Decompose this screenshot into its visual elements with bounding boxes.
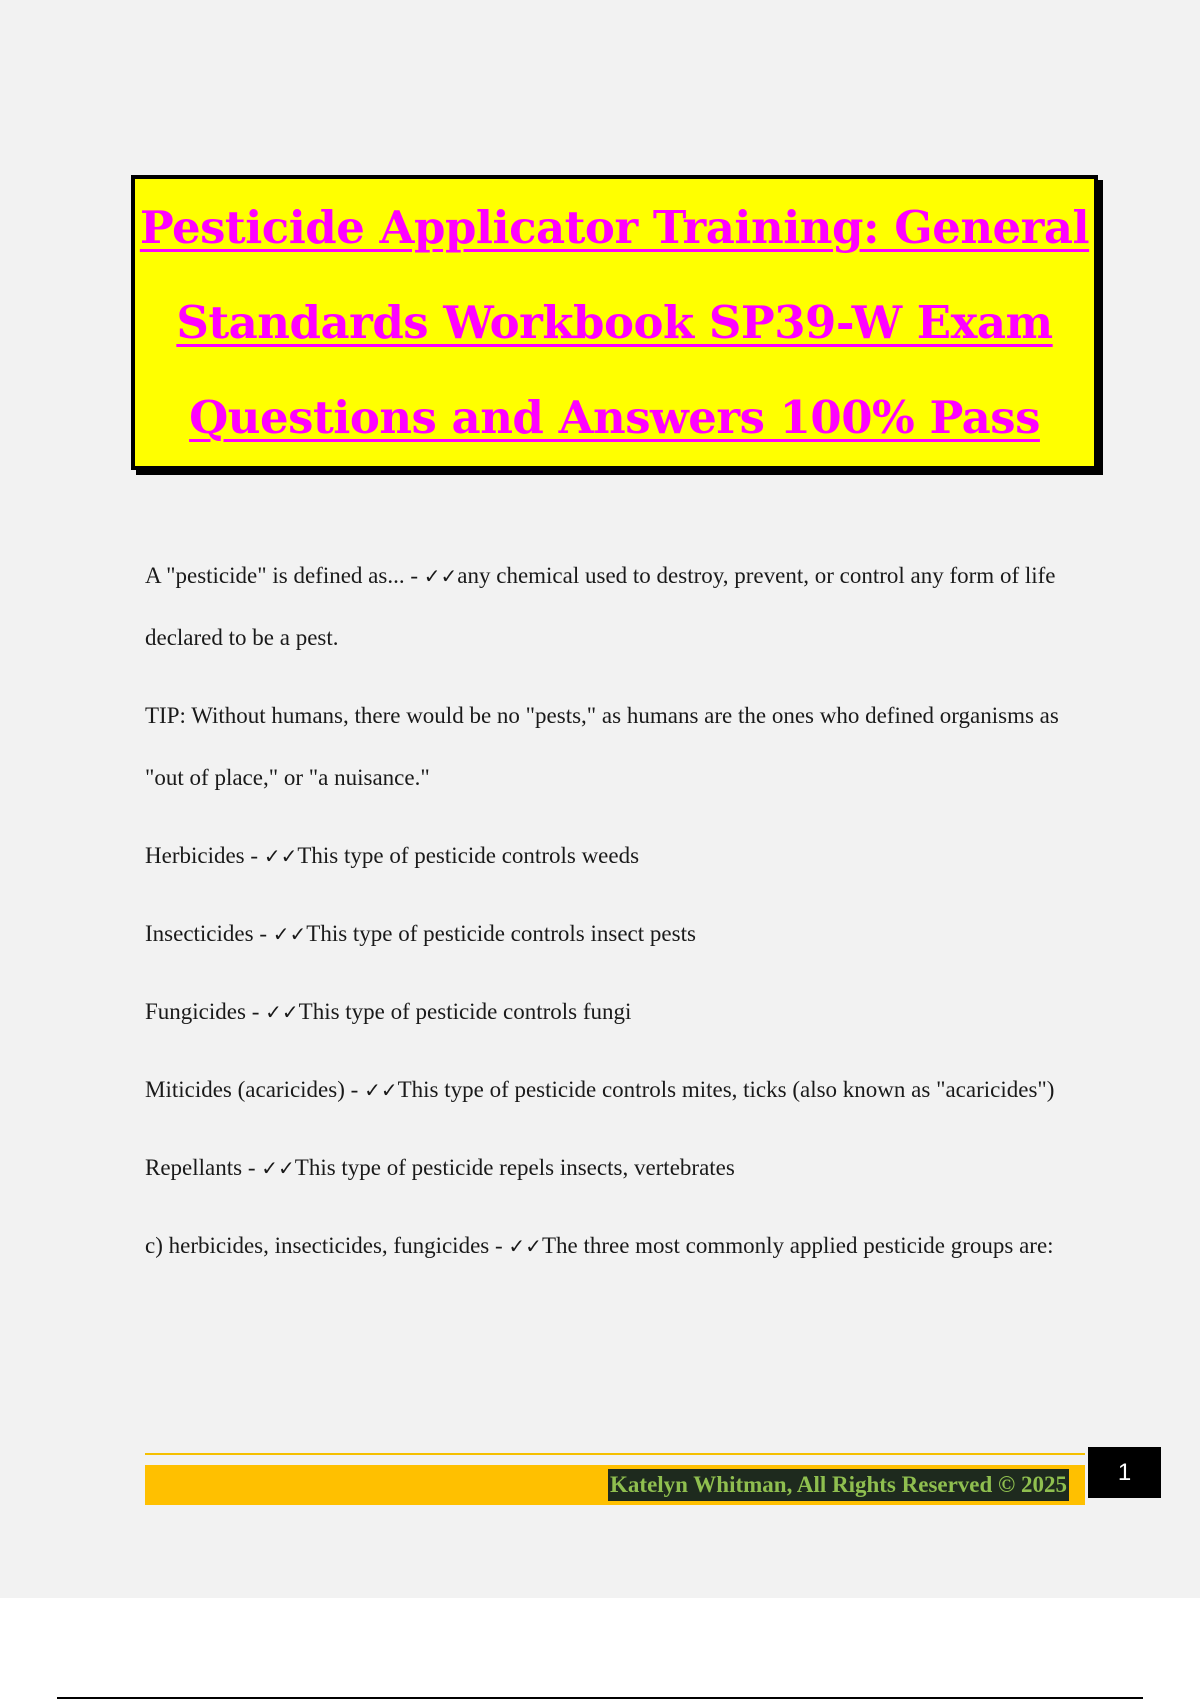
tip-text: TIP: Without humans, there would be no "pests," as humans are the ones who defined organisms as "out of place," or "a nuisance." (145, 703, 1059, 790)
qa-term: Miticides (acaricides) (145, 1077, 345, 1102)
qa-separator: - (344, 1077, 365, 1102)
document-title: Pesticide Applicator Training: General Standards Workbook SP39-W Exam Questions and Answers 100% Pass (139, 201, 1090, 444)
qa-separator: - (244, 843, 264, 868)
qa-answer: This type of pesticide controls mites, ticks (also known as "acaricides") (397, 1077, 1055, 1102)
tip-item (145, 685, 1085, 809)
qa-separator: - (245, 999, 266, 1024)
qa-term: Fungicides (145, 999, 246, 1024)
qa-term: Herbicides (145, 843, 245, 868)
qa-separator: - (489, 1233, 509, 1258)
qa-list (145, 545, 1085, 1293)
checkmark-icon: ✓✓ (423, 564, 458, 588)
qa-item (145, 1215, 1085, 1277)
qa-separator: - (404, 563, 424, 588)
checkmark-icon: ✓✓ (261, 1156, 295, 1180)
qa-answer: This type of pesticide controls weeds (297, 843, 640, 868)
qa-term: A "pesticide" is defined as... (145, 563, 405, 588)
qa-answer: This type of pesticide controls fungi (298, 999, 632, 1024)
footer-divider (145, 1453, 1085, 1455)
qa-term: Insecticides (145, 921, 254, 946)
qa-separator: - (242, 1155, 262, 1180)
checkmark-icon: ✓✓ (263, 844, 298, 868)
footer-bar (145, 1465, 1085, 1505)
checkmark-icon: ✓✓ (265, 1000, 299, 1024)
title-box (131, 175, 1098, 470)
page-bottom-divider (57, 1697, 1143, 1699)
copyright-notice: Katelyn Whitman, All Rights Reserved © 2025 (608, 1469, 1069, 1501)
qa-item (145, 981, 1085, 1043)
qa-answer: The three most commonly applied pesticide groups are: (541, 1233, 1054, 1258)
checkmark-icon: ✓✓ (272, 922, 307, 946)
qa-item (145, 903, 1085, 965)
qa-answer: This type of pesticide repels insects, vertebrates (294, 1155, 735, 1180)
qa-term: c) herbicides, insecticides, fungicides (145, 1233, 490, 1258)
qa-separator: - (253, 921, 273, 946)
qa-item (145, 545, 1085, 669)
checkmark-icon: ✓✓ (364, 1078, 398, 1102)
qa-answer: This type of pesticide controls insect pests (306, 921, 696, 946)
qa-item (145, 1137, 1085, 1199)
qa-answer: any chemical used to destroy, prevent, or control any form of life declared to be a pest. (145, 563, 1056, 650)
qa-term: Repellants (145, 1155, 243, 1180)
qa-item (145, 825, 1085, 887)
checkmark-icon: ✓✓ (508, 1234, 542, 1258)
qa-item (145, 1059, 1085, 1121)
page-number: 1 (1088, 1447, 1161, 1498)
